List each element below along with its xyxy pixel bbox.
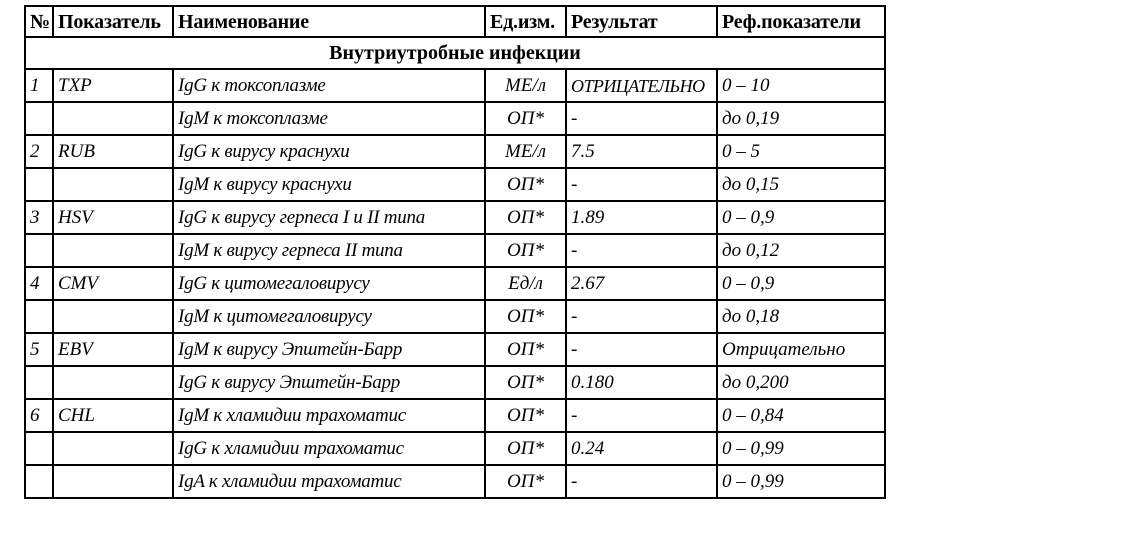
cell-result: 2.67 xyxy=(566,267,717,300)
cell-reference-range: 0 – 0,9 xyxy=(717,201,885,234)
cell-unit: ОП* xyxy=(485,366,566,399)
cell-analyte-name: IgM к хламидии трахоматис xyxy=(173,399,485,432)
cell-reference-range: 0 – 5 xyxy=(717,135,885,168)
column-header-unit: Ед.изм. xyxy=(485,6,566,37)
cell-reference-range: 0 – 0,99 xyxy=(717,465,885,498)
cell-result: 7.5 xyxy=(566,135,717,168)
table-row xyxy=(25,135,885,168)
cell-result: - xyxy=(566,465,717,498)
cell-analyte-name: IgG к вирусу герпеса I и II типа xyxy=(173,201,485,234)
cell-unit: ОП* xyxy=(485,399,566,432)
table-row xyxy=(25,399,885,432)
cell-reference-range: 0 – 10 xyxy=(717,69,885,102)
table-row xyxy=(25,366,885,399)
lab-results-table xyxy=(24,5,886,499)
table-header-row xyxy=(25,6,885,37)
cell-unit: ОП* xyxy=(485,201,566,234)
cell-reference-range: до 0,12 xyxy=(717,234,885,267)
cell-indicator-code: EBV xyxy=(53,333,173,366)
cell-indicator-code xyxy=(53,366,173,399)
table-row xyxy=(25,168,885,201)
cell-number: 1 xyxy=(25,69,53,102)
cell-indicator-code: HSV xyxy=(53,201,173,234)
column-header-indicator: Показатель xyxy=(53,6,173,37)
cell-analyte-name: IgM к цитомегаловирусу xyxy=(173,300,485,333)
table-row xyxy=(25,333,885,366)
cell-unit: ОП* xyxy=(485,432,566,465)
table-row xyxy=(25,69,885,102)
table-row xyxy=(25,267,885,300)
cell-number xyxy=(25,366,53,399)
table-row xyxy=(25,234,885,267)
cell-reference-range: 0 – 0,9 xyxy=(717,267,885,300)
cell-unit: МЕ/л xyxy=(485,69,566,102)
cell-result: - xyxy=(566,168,717,201)
cell-analyte-name: IgG к вирусу Эпштейн-Барр xyxy=(173,366,485,399)
table-header xyxy=(25,6,885,37)
cell-indicator-code xyxy=(53,234,173,267)
cell-unit: МЕ/л xyxy=(485,135,566,168)
cell-result: 0.24 xyxy=(566,432,717,465)
cell-reference-range: до 0,15 xyxy=(717,168,885,201)
cell-analyte-name: IgM к вирусу герпеса II типа xyxy=(173,234,485,267)
column-header-reference: Реф.показатели xyxy=(717,6,885,37)
cell-number xyxy=(25,465,53,498)
cell-unit: ОП* xyxy=(485,234,566,267)
cell-number: 6 xyxy=(25,399,53,432)
cell-number xyxy=(25,168,53,201)
cell-analyte-name: IgA к хламидии трахоматис xyxy=(173,465,485,498)
table-row xyxy=(25,201,885,234)
cell-indicator-code: TXP xyxy=(53,69,173,102)
cell-unit: ОП* xyxy=(485,465,566,498)
cell-number xyxy=(25,102,53,135)
cell-number: 3 xyxy=(25,201,53,234)
cell-number xyxy=(25,234,53,267)
cell-analyte-name: IgG к вирусу краснухи xyxy=(173,135,485,168)
column-header-number: № xyxy=(25,6,53,37)
cell-number: 4 xyxy=(25,267,53,300)
cell-indicator-code: CHL xyxy=(53,399,173,432)
table-row xyxy=(25,102,885,135)
table-row xyxy=(25,432,885,465)
cell-result: - xyxy=(566,300,717,333)
cell-result: 1.89 xyxy=(566,201,717,234)
cell-result: - xyxy=(566,102,717,135)
cell-indicator-code xyxy=(53,300,173,333)
section-title: Внутриутробные инфекции xyxy=(25,37,885,69)
cell-number xyxy=(25,300,53,333)
table-row xyxy=(25,300,885,333)
cell-unit: ОП* xyxy=(485,168,566,201)
cell-reference-range: Отрицательно xyxy=(717,333,885,366)
table-row xyxy=(25,465,885,498)
cell-analyte-name: IgG к хламидии трахоматис xyxy=(173,432,485,465)
cell-indicator-code: RUB xyxy=(53,135,173,168)
cell-result: ОТРИЦАТЕЛЬНО xyxy=(566,69,717,102)
cell-analyte-name: IgM к токсоплазме xyxy=(173,102,485,135)
cell-reference-range: 0 – 0,84 xyxy=(717,399,885,432)
cell-indicator-code xyxy=(53,102,173,135)
cell-result: 0.180 xyxy=(566,366,717,399)
cell-unit: ОП* xyxy=(485,300,566,333)
cell-reference-range: до 0,200 xyxy=(717,366,885,399)
cell-number: 5 xyxy=(25,333,53,366)
cell-reference-range: 0 – 0,99 xyxy=(717,432,885,465)
cell-unit: Ед/л xyxy=(485,267,566,300)
cell-number: 2 xyxy=(25,135,53,168)
cell-indicator-code xyxy=(53,432,173,465)
cell-unit: ОП* xyxy=(485,333,566,366)
column-header-name: Наименование xyxy=(173,6,485,37)
cell-reference-range: до 0,18 xyxy=(717,300,885,333)
cell-analyte-name: IgM к вирусу краснухи xyxy=(173,168,485,201)
table-body xyxy=(25,37,885,498)
column-header-result: Результат xyxy=(566,6,717,37)
cell-indicator-code xyxy=(53,168,173,201)
section-header-row xyxy=(25,37,885,69)
cell-indicator-code xyxy=(53,465,173,498)
cell-result: - xyxy=(566,234,717,267)
cell-result: - xyxy=(566,333,717,366)
cell-unit: ОП* xyxy=(485,102,566,135)
cell-analyte-name: IgG к цитомегаловирусу xyxy=(173,267,485,300)
cell-analyte-name: IgM к вирусу Эпштейн-Барр xyxy=(173,333,485,366)
cell-reference-range: до 0,19 xyxy=(717,102,885,135)
cell-analyte-name: IgG к токсоплазме xyxy=(173,69,485,102)
cell-number xyxy=(25,432,53,465)
cell-indicator-code: CMV xyxy=(53,267,173,300)
cell-result: - xyxy=(566,399,717,432)
